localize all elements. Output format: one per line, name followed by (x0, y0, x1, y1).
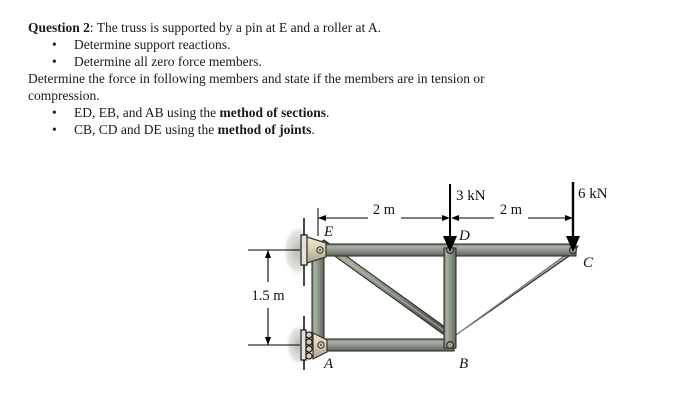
joint-label-E: E (324, 224, 334, 240)
list-item (28, 104, 648, 121)
member-BC (450, 246, 578, 339)
list-item-text: Determine support reactions. (74, 37, 231, 52)
roller-wheel (306, 346, 312, 352)
list-item-suffix: . (311, 122, 315, 137)
bullet-icon: • (52, 122, 57, 137)
list-item (28, 121, 648, 138)
dimension-label-1p5m: 1.5 m (251, 288, 285, 304)
member-DC (448, 244, 576, 256)
list-item-prefix: ED, EB, and AB using the (74, 105, 220, 120)
load-label-3kN: 3 kN (456, 188, 486, 204)
truss-diagram (0, 178, 676, 400)
list-item-suffix: . (326, 105, 330, 120)
bullet-icon: • (52, 37, 57, 52)
roller-wheel (306, 332, 312, 338)
list-item (28, 36, 648, 53)
load-6kN (566, 182, 608, 252)
top-bullet-list (28, 36, 648, 70)
roller-wheel (306, 339, 312, 345)
list-item-emphasis: method of sections (219, 105, 326, 120)
list-item-emphasis: method of joints (217, 122, 312, 137)
paragraph-line-1: Determine the force in following members and state if the members are in tension or (28, 71, 485, 86)
bullet-icon: • (52, 54, 57, 69)
member-DB (444, 248, 456, 348)
dimension-2m-left (318, 202, 450, 221)
question-label: Question 2 (28, 20, 90, 35)
problem-statement (28, 19, 648, 138)
bottom-bullet-list (28, 104, 648, 138)
joint-label-A: A (324, 356, 334, 372)
list-item-text: Determine all zero force members. (74, 54, 262, 69)
truss-members (312, 240, 578, 351)
joint-label-D: D (459, 228, 470, 244)
question-intro: : The truss is supported by a pin at E and a roller at A. (89, 20, 381, 35)
joint-label-B: B (459, 356, 469, 372)
question-heading (28, 19, 648, 36)
dimension-label-2m-left: 2 m (372, 202, 396, 218)
joint-label-C: C (583, 255, 594, 271)
joint-pin-B (447, 342, 454, 349)
bullet-icon: • (52, 105, 57, 120)
dimension-label-2m-right: 2 m (499, 202, 523, 218)
roller-wheel (306, 353, 312, 359)
list-item-prefix: CB, CD and DE using the (74, 122, 218, 137)
member-ED (314, 244, 452, 256)
load-label-6kN: 6 kN (578, 186, 608, 202)
list-item (28, 53, 648, 70)
member-AB (314, 339, 454, 351)
paragraph-line-2: compression. (28, 88, 100, 103)
dimension-2m-right (451, 202, 573, 221)
truss-figure (0, 178, 676, 400)
